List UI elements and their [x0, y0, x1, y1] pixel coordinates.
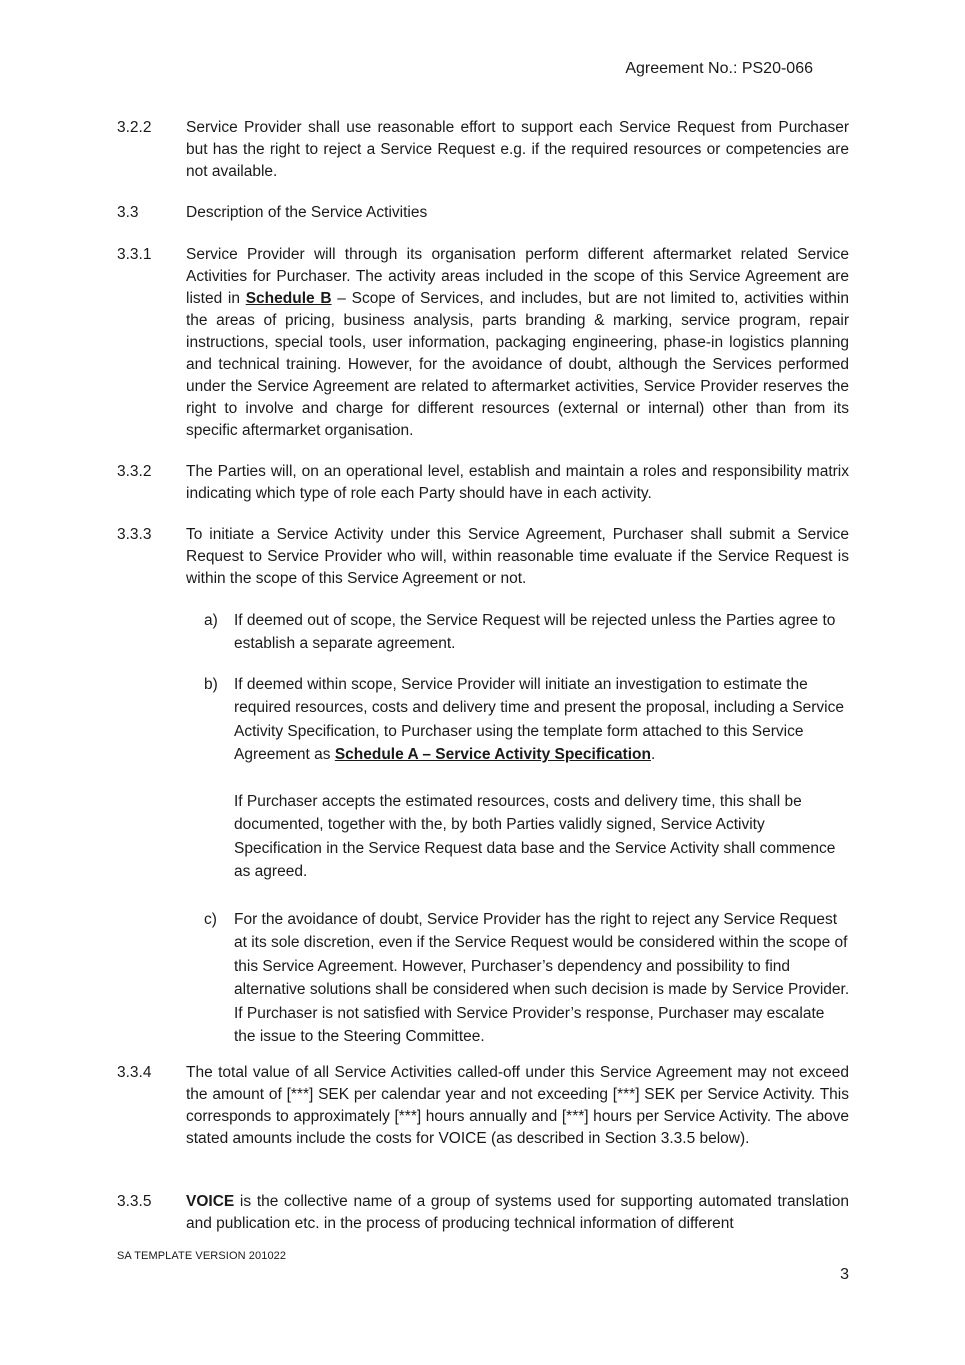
list-letter: b) — [204, 676, 218, 693]
clause-number: 3.3.3 — [117, 526, 152, 543]
clause-text — [186, 244, 849, 442]
clause-number: 3.3 — [117, 204, 139, 221]
clause-text: To initiate a Service Activity under this Service Agreement, Purchaser shall submit a Service Request to Service Provider who will, within reasonable time evaluate if the Service Request is within the scope of this Service Agreement or not. — [186, 526, 849, 587]
schedule-a-link[interactable]: Schedule A – Service Activity Specification — [334, 746, 651, 764]
list-text — [234, 673, 850, 767]
clause-3-3-3 — [117, 524, 849, 590]
list-text-part: If deemed within scope, Service Provider will initiate an investigation to estimate the required resources, costs and delivery time and present the proposal, including a Service Activity Specification, to Purchaser using the template form attached to this Service Agreement as — [234, 676, 844, 764]
clause-3-3 — [117, 202, 849, 224]
list-item-a — [204, 609, 850, 656]
list-text: For the avoidance of doubt, Service Provider has the right to reject any Service Request at its sole discretion, even if the Service Request would be considered within the scope of this Service Agreement. However, Purchaser’s dependency and possibility to find alternative solutions shall be considered when such decision is made by Service Provider. If Purchaser is not satisfied with Service Provider’s response, Purchaser may escalate the issue to the Steering Committee. — [234, 911, 850, 1046]
clause-heading: Description of the Service Activities — [186, 204, 428, 221]
list-item-b — [204, 673, 850, 884]
clause-text — [186, 1191, 849, 1235]
page-number: 3 — [840, 1266, 849, 1283]
voice-term: VOICE — [186, 1193, 235, 1210]
list-letter: a) — [204, 612, 218, 629]
agreement-number: Agreement No.: PS20-066 — [625, 60, 813, 77]
list-text-part: . — [650, 746, 656, 764]
clause-number: 3.3.2 — [117, 463, 152, 480]
template-version: SA TEMPLATE VERSION 201022 — [117, 1250, 287, 1262]
list-letter: c) — [204, 911, 217, 928]
list-text: If deemed out of scope, the Service Request will be rejected unless the Parties agree to establish a separate agreement. — [234, 612, 836, 653]
clause-text: The Parties will, on an operational level, establish and maintain a roles and responsibility matrix indicating which type of role each Party should have in each activity. — [186, 463, 849, 502]
clause-3-3-1 — [117, 244, 849, 442]
list-text-paragraph: If Purchaser accepts the estimated resources, costs and delivery time, this shall be documented, together with the, by both Parties validly signed, Service Activity Specification in the Service Request data base and the Service Activity shall commence as agreed. — [234, 793, 836, 881]
schedule-b-link[interactable]: Schedule B — [245, 290, 332, 307]
clause-3-3-4 — [117, 1062, 849, 1150]
clause-3-3-2 — [117, 461, 849, 505]
clause-number: 3.2.2 — [117, 119, 152, 136]
clause-3-2-2 — [117, 117, 849, 183]
list-item-c — [204, 908, 850, 1048]
clause-number: 3.3.1 — [117, 246, 152, 263]
clause-text-part: – Scope of Services, and includes, but are not limited to, activities within the areas of pricing, business analysis, parts branding & marking, service program, repair instructions, special tools, user information, packaging engineering, phase-in logistics planning and technical training. However, for the avoidance of doubt, although the Services performed under the Service Agreement are related to aftermarket activities, Service Provider reserves the right to involve and charge for different resources (external or internal) other than from its specific aftermarket organisation. — [186, 290, 849, 439]
clause-text: Service Provider shall use reasonable effort to support each Service Request from Purchaser but has the right to reject a Service Request e.g. if the required resources or competencies are not available. — [186, 119, 849, 180]
clause-text-part: is the collective name of a group of systems used for supporting automated translation and publication etc. in the process of producing technical information of different — [186, 1193, 849, 1232]
clause-text-part: Service Provider will through its organisation perform different aftermarket related Service Activities for Purchaser. The activity areas included in the scope of this Service Agreement are listed in — [186, 246, 849, 307]
clause-text: The total value of all Service Activities called-off under this Service Agreement may not exceed the amount of [***] SEK per calendar year and not exceeding [***] SEK per Service Activity. This corresponds to approximately [***] hours annually and [***] hours per Service Activity. The above stated amounts include the costs for VOICE (as described in Section 3.3.5 below). — [186, 1064, 849, 1147]
clause-3-3-5 — [117, 1191, 849, 1235]
clause-number: 3.3.4 — [117, 1064, 152, 1081]
clause-number: 3.3.5 — [117, 1193, 152, 1210]
